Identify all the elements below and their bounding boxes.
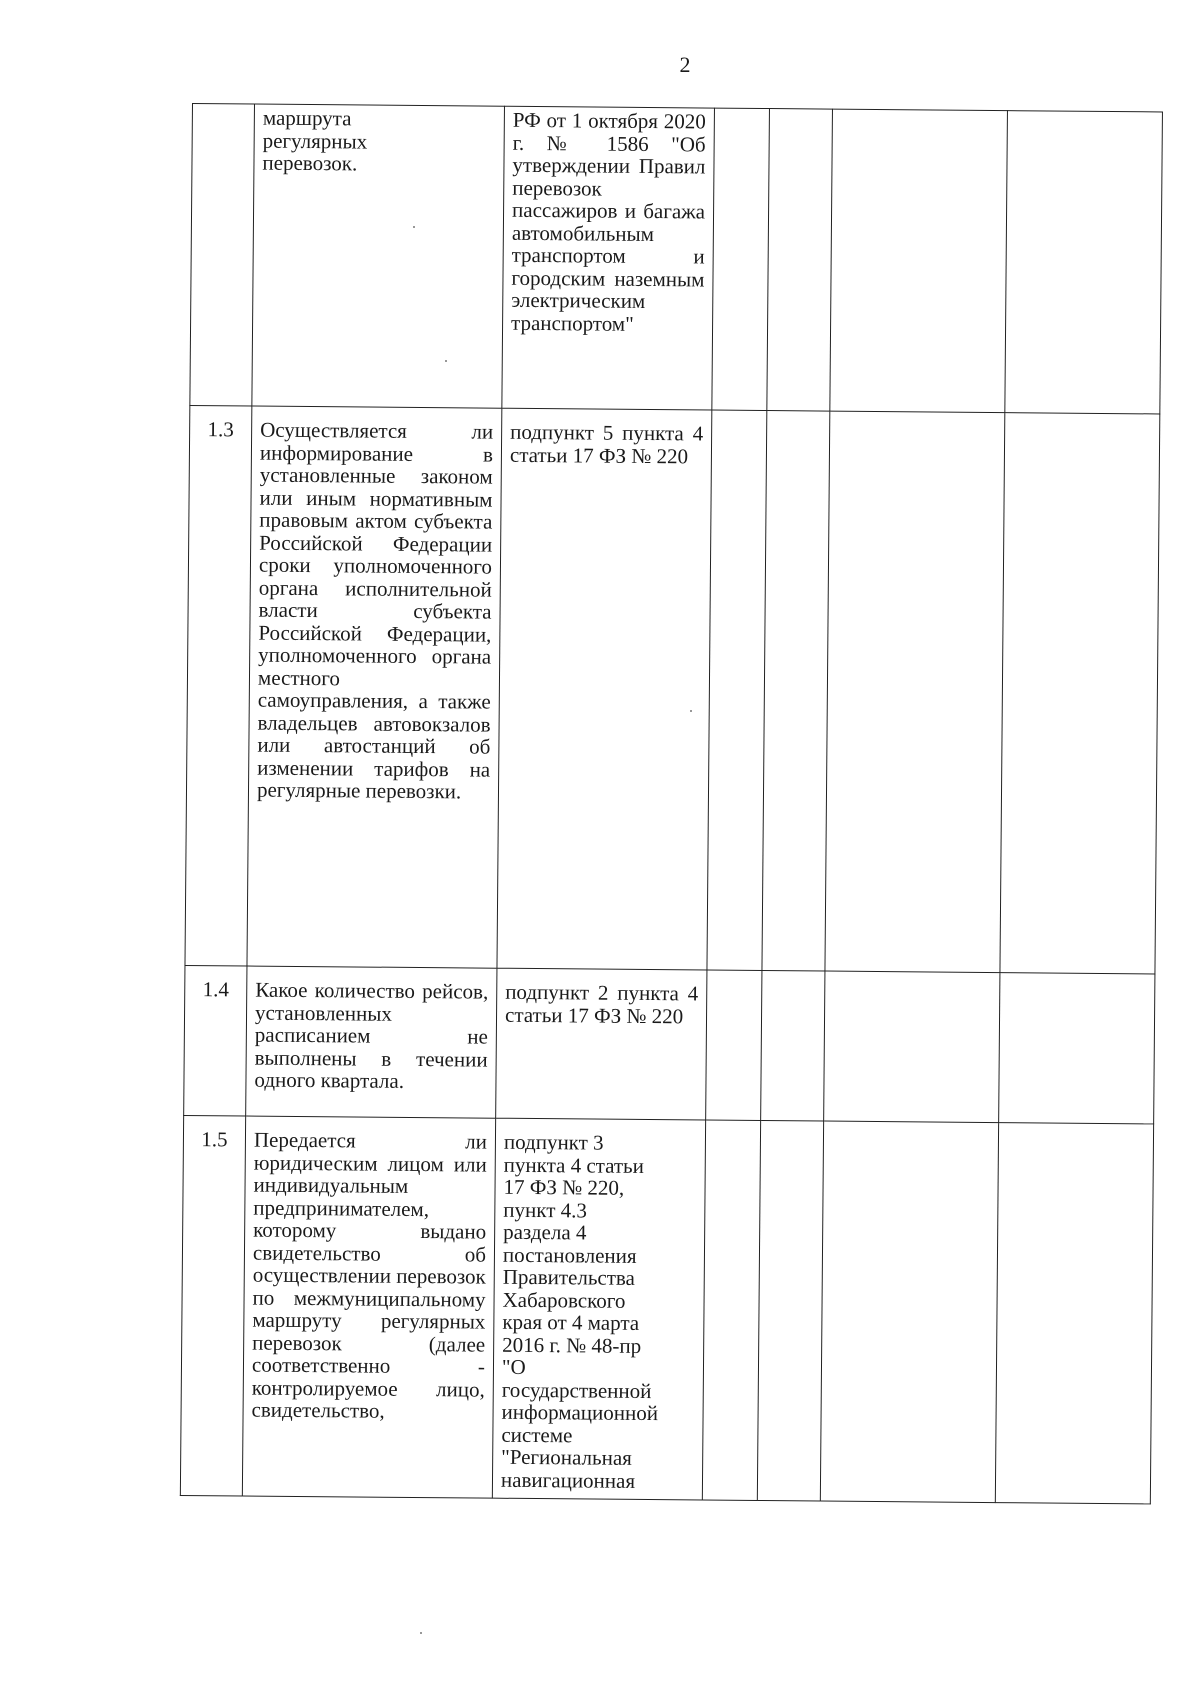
empty-cell — [995, 1123, 1153, 1504]
legal-basis-cell: подпункт 2 пункта 4 статьи 17 ФЗ № 220 — [496, 968, 707, 1120]
empty-cell — [825, 411, 1005, 973]
table-row — [190, 104, 1163, 414]
scan-speck — [413, 226, 415, 228]
table-row — [180, 1115, 1153, 1503]
empty-cell — [712, 108, 770, 410]
table-row — [184, 965, 1155, 1123]
page-number: 2 — [679, 52, 691, 77]
empty-cell — [1005, 111, 1163, 414]
empty-cell — [702, 1120, 760, 1500]
empty-cell — [761, 971, 825, 1122]
empty-cell — [820, 1121, 998, 1503]
table-row — [185, 405, 1160, 973]
empty-cell — [830, 109, 1008, 413]
inspection-checklist-table — [180, 103, 1163, 1504]
legal-basis-cell — [492, 1118, 705, 1500]
question-cell: Передается ли юридическим лицом или индивидуальным предпринимателем, которому выдано свидетельство об осуществлении перевозок по межмуниципальному маршруту регулярных перевозок (далее соответственно - контролируемое лицо, свидетельство, — [242, 1116, 495, 1498]
legal-basis-cell: подпункт 5 пункта 4 статьи 17 ФЗ № 220 — [497, 408, 712, 970]
empty-cell — [767, 109, 833, 412]
row-number-cell: 1.5 — [180, 1115, 245, 1496]
row-number-cell: 1.3 — [185, 405, 252, 966]
scan-speck — [420, 1632, 422, 1634]
empty-cell — [706, 970, 762, 1120]
question-cell: Осуществляется ли информирование в установленные законом или иным нормативным правовым актом субъекта Российской Федерации сроки уполномоченного органа исполнительной власти субъекта Российской Федерации, уполномоченного органа местного самоуправления, а также владельцев автовокзалов или автостанций об изменении тарифов на регулярные перевозки. — [247, 406, 502, 968]
row-number-cell: 1.4 — [184, 965, 247, 1116]
empty-cell — [999, 973, 1155, 1124]
scan-speck — [445, 360, 447, 362]
row-number-cell — [190, 104, 255, 407]
empty-cell — [707, 410, 767, 970]
scan-speck — [690, 710, 692, 712]
empty-cell — [824, 971, 1000, 1123]
legal-basis-cell: РФ от 1 октября 2020 г. № 1586 "Об утверждении Правил перевозок пассажиров и багажа автомобильным транспортом и городским наземным электрическим транспортом" — [502, 106, 715, 410]
question-cell: Какое количество рейсов, установленных расписанием не выполнены в течении одного квартала. — [246, 966, 497, 1118]
legal-basis-text: подпункт 3 пункта 4 статьи 17 ФЗ № 220, пункт 4.3 раздела 4 постановления Правительства Хабаровского края от 4 марта 2016 г. № 48-пр "О государственной информационной системе "Региональная навигационная — [500, 1129, 659, 1493]
question-cell — [252, 104, 505, 408]
empty-cell — [757, 1121, 823, 1502]
empty-cell — [762, 411, 830, 972]
question-text: маршрута регулярных перевозок. — [262, 105, 368, 176]
empty-cell — [1000, 413, 1160, 974]
